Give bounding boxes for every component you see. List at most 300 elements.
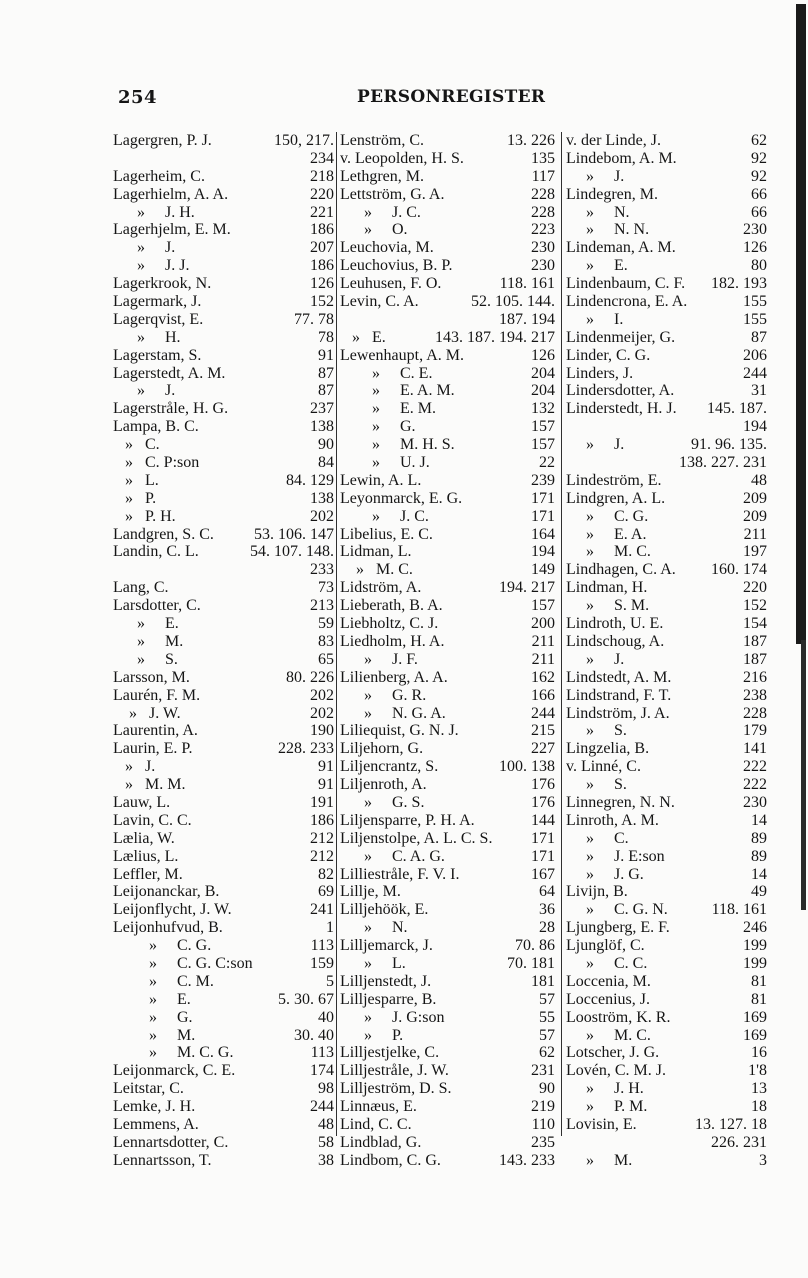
entry-pages: 126 — [743, 239, 767, 257]
index-entry — [113, 418, 334, 436]
entry-pages: 22 — [539, 454, 555, 472]
entry-pages: 91 — [318, 776, 334, 794]
index-entry — [113, 955, 334, 973]
entry-pages: 98 — [318, 1080, 334, 1098]
index-entry — [340, 722, 555, 740]
entry-name: » C. G. N. — [566, 901, 668, 919]
index-entry — [113, 221, 334, 239]
index-entry — [113, 526, 334, 544]
entry-pages: 135 — [531, 149, 555, 167]
entry-name: Lilljestjelke, C. — [340, 1044, 440, 1062]
entry-name: Lotscher, J. G. — [566, 1044, 660, 1062]
entry-pages: 143. 187. 194. 217 — [435, 328, 555, 346]
index-entry — [566, 168, 767, 186]
entry-name: » E. — [340, 328, 386, 346]
index-entry — [113, 579, 334, 597]
entry-name: » M. C. G. — [113, 1044, 234, 1062]
index-entry — [340, 526, 555, 544]
index-entry — [113, 1116, 334, 1134]
entry-name: Laurentin, A. — [113, 722, 198, 740]
index-entry — [340, 1152, 555, 1170]
index-entry — [566, 508, 767, 526]
index-entry — [566, 633, 767, 651]
entry-name: » E. A. M. — [340, 382, 455, 400]
entry-name: » I. — [566, 310, 624, 328]
index-entry — [566, 758, 767, 776]
entry-pages: 199 — [743, 954, 767, 972]
entry-name: » C. — [566, 829, 629, 847]
entry-pages: 186 — [310, 811, 334, 829]
index-entry — [113, 257, 334, 275]
entry-pages: 202 — [310, 686, 334, 704]
entry-pages: 48 — [318, 1115, 334, 1133]
index-entry — [340, 293, 555, 311]
entry-pages: 202 — [310, 507, 334, 525]
entry-name: » J. G. — [566, 865, 644, 883]
entry-name: Lilljeström, D. S. — [340, 1080, 452, 1098]
entry-pages: 31 — [751, 382, 767, 400]
entry-name: v. Leopolden, H. S. — [340, 149, 464, 167]
index-entry — [340, 579, 555, 597]
entry-pages: 90 — [539, 1080, 555, 1098]
entry-pages: 234 — [310, 149, 334, 167]
index-entry — [340, 561, 555, 579]
index-entry — [566, 436, 767, 454]
entry-pages: 166 — [531, 686, 555, 704]
entry-pages: 204 — [531, 382, 555, 400]
entry-name: Leffler, M. — [113, 865, 183, 883]
entry-name: Lidström, A. — [340, 579, 422, 597]
index-entry — [340, 150, 555, 168]
entry-pages: 222 — [743, 776, 767, 794]
index-entry — [113, 365, 334, 383]
entry-pages: 237 — [310, 400, 334, 418]
entry-name: Lilljestråle, J. W. — [340, 1062, 449, 1080]
index-entry — [113, 901, 334, 919]
entry-name: » S. — [566, 722, 627, 740]
index-entry — [566, 651, 767, 669]
index-entry — [566, 955, 767, 973]
entry-pages: 176 — [531, 776, 555, 794]
entry-name: » O. — [340, 221, 408, 239]
entry-pages: 118. 161 — [499, 275, 555, 293]
entry-name: Linnegren, N. N. — [566, 793, 675, 811]
index-entry — [566, 561, 767, 579]
index-entry — [566, 579, 767, 597]
entry-name: » M. C. — [566, 543, 651, 561]
entry-name: Lindstedt, A. M. — [566, 668, 672, 686]
entry-name: Liljencrantz, S. — [340, 758, 439, 776]
entry-name: » N. N. — [566, 221, 650, 239]
entry-pages: 84 — [318, 454, 334, 472]
index-entry — [340, 973, 555, 991]
entry-pages: 81 — [751, 990, 767, 1008]
entry-pages: 187 — [743, 650, 767, 668]
entry-name: Lindencrona, E. A. — [566, 293, 688, 311]
entry-pages: 194. 217 — [499, 579, 555, 597]
entry-name: » J. C. — [340, 203, 421, 221]
entry-name: Lilliestråle, F. V. I. — [340, 865, 460, 883]
index-entry-continuation — [340, 311, 555, 329]
entry-name: Lindeman, A. M. — [566, 239, 676, 257]
index-entry — [566, 705, 767, 723]
entry-name: » L. — [113, 471, 159, 489]
entry-name: » N. — [566, 203, 630, 221]
entry-name: Linnæus, E. — [340, 1098, 417, 1116]
index-entry — [566, 1062, 767, 1080]
index-entry — [566, 329, 767, 347]
page-header — [0, 87, 808, 113]
entry-pages: 82 — [318, 865, 334, 883]
entry-name: » C. P:son — [113, 454, 200, 472]
entry-name: Lilljenstedt, J. — [340, 972, 432, 990]
entry-name: » C. G. C:son — [113, 954, 253, 972]
entry-pages: 143. 233 — [499, 1151, 555, 1169]
index-entry — [340, 454, 555, 472]
entry-name: Landin, C. L. — [113, 543, 199, 561]
entry-pages: 230 — [531, 257, 555, 275]
entry-name: Lingzelia, B. — [566, 740, 650, 758]
index-entry — [340, 937, 555, 955]
entry-pages: 223 — [531, 221, 555, 239]
entry-pages: 228. 233 — [278, 740, 334, 758]
index-entry — [340, 400, 555, 418]
entry-name: Lemmens, A. — [113, 1115, 199, 1133]
entry-name: » N. G. A. — [340, 704, 446, 722]
index-entry — [113, 543, 334, 561]
column-divider — [336, 132, 337, 1136]
index-entry — [113, 615, 334, 633]
entry-pages: 186 — [310, 257, 334, 275]
entry-pages: 69 — [318, 883, 334, 901]
entry-name: » G. — [340, 418, 416, 436]
entry-name: Lindstrand, F. T. — [566, 686, 672, 704]
entry-name: Livijn, B. — [566, 883, 628, 901]
index-entry-continuation — [113, 561, 334, 579]
index-entry — [340, 955, 555, 973]
entry-pages: 169 — [743, 1008, 767, 1026]
index-entry — [566, 883, 767, 901]
entry-pages: 194 — [531, 543, 555, 561]
entry-name: Lindman, H. — [566, 579, 648, 597]
entry-name: » C. G. — [113, 937, 212, 955]
entry-name: » N. — [340, 919, 408, 937]
entry-pages: 155 — [743, 293, 767, 311]
entry-pages: 219 — [531, 1098, 555, 1116]
entry-name: Lindblad, G. — [340, 1133, 422, 1151]
entry-pages: 182. 193 — [711, 275, 767, 293]
index-entry — [340, 812, 555, 830]
entry-pages: 30. 40 — [294, 1026, 334, 1044]
entry-pages: 176 — [531, 793, 555, 811]
entry-name: » M. — [113, 632, 184, 650]
entry-name: » M. M. — [113, 776, 186, 794]
entry-name: » M. — [566, 1151, 633, 1169]
index-entry — [566, 866, 767, 884]
entry-name: Lilljehöök, E. — [340, 901, 429, 919]
index-entry — [340, 186, 555, 204]
index-entry — [113, 669, 334, 687]
index-entry — [340, 221, 555, 239]
entry-name: » J. C. — [340, 507, 429, 525]
page-number: 254 — [118, 87, 158, 108]
index-entry — [566, 1027, 767, 1045]
entry-pages: 215 — [531, 722, 555, 740]
entry-pages: 194 — [743, 418, 767, 436]
entry-pages: 239 — [531, 471, 555, 489]
index-entry — [340, 1116, 555, 1134]
entry-name: Leijonmarck, C. E. — [113, 1062, 236, 1080]
entry-name: » J. — [566, 167, 625, 185]
entry-pages: 154 — [743, 615, 767, 633]
entry-name: Lagerheim, C. — [113, 167, 205, 185]
index-entry — [113, 168, 334, 186]
entry-pages: 233 — [310, 561, 334, 579]
index-entry — [566, 365, 767, 383]
entry-pages: 52. 105. 144. — [471, 293, 555, 311]
entry-pages: 87 — [318, 382, 334, 400]
entry-pages: 54. 107. 148. — [250, 543, 334, 561]
entry-pages: 113 — [310, 937, 334, 955]
entry-pages: 28 — [539, 919, 555, 937]
index-entry — [566, 1044, 767, 1062]
entry-pages: 13. 226 — [507, 132, 555, 149]
entry-name: Leijonhufvud, B. — [113, 919, 223, 937]
index-entry — [340, 758, 555, 776]
entry-pages: 57 — [539, 990, 555, 1008]
index-entry — [113, 275, 334, 293]
entry-pages: 171 — [531, 507, 555, 525]
index-entry — [340, 508, 555, 526]
entry-pages: 1 — [326, 919, 334, 937]
entry-pages: 48 — [751, 471, 767, 489]
index-entry — [340, 1044, 555, 1062]
entry-name: Leyonmarck, E. G. — [340, 489, 463, 507]
entry-name: » E. — [113, 615, 179, 633]
entry-pages: 241 — [310, 901, 334, 919]
index-entry — [340, 239, 555, 257]
entry-name: Liliequist, G. N. J. — [340, 722, 459, 740]
entry-name: Lewin, A. L. — [340, 471, 422, 489]
entry-name: » P. H. — [113, 507, 176, 525]
entry-pages: 190 — [310, 722, 334, 740]
entry-name: » M. H. S. — [340, 436, 455, 454]
index-entry — [340, 490, 555, 508]
entry-pages: 113 — [310, 1044, 334, 1062]
index-entry — [113, 1080, 334, 1098]
entry-pages: 40 — [318, 1008, 334, 1026]
entry-pages: 138. 227. 231 — [679, 454, 767, 472]
index-entry-continuation — [113, 150, 334, 168]
entry-pages: 228 — [743, 704, 767, 722]
entry-name: Lennartsdotter, C. — [113, 1133, 229, 1151]
entry-name: » C. C. — [566, 954, 648, 972]
entry-pages: 231 — [531, 1062, 555, 1080]
index-entry-continuation — [566, 454, 767, 472]
index-entry — [566, 472, 767, 490]
entry-pages: 218 — [310, 167, 334, 185]
entry-pages: 179 — [743, 722, 767, 740]
index-entry — [566, 1080, 767, 1098]
entry-name: Lagermark, J. — [113, 293, 202, 311]
entry-name: Leijonflycht, J. W. — [113, 901, 232, 919]
entry-name: » E. — [113, 990, 191, 1008]
index-entry — [566, 687, 767, 705]
entry-name: Lindhagen, C. A. — [566, 561, 676, 579]
entry-pages: 65 — [318, 650, 334, 668]
entry-name: Levin, C. A. — [340, 293, 419, 311]
index-entry — [340, 866, 555, 884]
entry-pages: 58 — [318, 1133, 334, 1151]
index-entry — [113, 758, 334, 776]
entry-pages: 230 — [743, 793, 767, 811]
entry-pages: 244 — [531, 704, 555, 722]
index-entry — [113, 382, 334, 400]
entry-pages: 80. 226 — [286, 668, 334, 686]
entry-pages: 89 — [751, 829, 767, 847]
entry-pages: 92 — [751, 167, 767, 185]
index-entry — [566, 919, 767, 937]
entry-name: Larsson, M. — [113, 668, 190, 686]
entry-pages: 91 — [318, 758, 334, 776]
entry-name: Ljungberg, E. F. — [566, 919, 670, 937]
entry-name: » P. — [340, 1026, 404, 1044]
entry-name: Lethgren, M. — [340, 167, 424, 185]
entry-pages: 169 — [743, 1026, 767, 1044]
index-entry — [113, 687, 334, 705]
entry-name: Liljehorn, G. — [340, 740, 424, 758]
index-entry — [340, 919, 555, 937]
entry-pages: 70. 181 — [507, 954, 555, 972]
index-entry — [113, 812, 334, 830]
column-divider — [561, 132, 562, 1136]
entry-name: Leuchovius, B. P. — [340, 257, 453, 275]
entry-pages: 66 — [751, 185, 767, 203]
index-entry — [340, 436, 555, 454]
index-entry — [113, 293, 334, 311]
entry-name: » J. H. — [113, 203, 195, 221]
entry-pages: 204 — [531, 364, 555, 382]
entry-pages: 126 — [310, 275, 334, 293]
entry-name: » E. — [566, 257, 628, 275]
index-entry — [340, 740, 555, 758]
index-entry-continuation — [566, 1134, 767, 1152]
index-entry — [113, 186, 334, 204]
entry-pages: 5. 30. 67 — [278, 990, 334, 1008]
entry-pages: 62 — [539, 1044, 555, 1062]
index-entry — [566, 991, 767, 1009]
entry-name: Leuchovia, M. — [340, 239, 434, 257]
index-entry — [340, 168, 555, 186]
entry-name: » M. — [113, 1026, 196, 1044]
entry-name: Laurin, E. P. — [113, 740, 193, 758]
entry-name: Lindgren, A. L. — [566, 489, 666, 507]
entry-pages: 92 — [751, 149, 767, 167]
index-entry — [340, 705, 555, 723]
index-entry — [113, 1098, 334, 1116]
entry-name: Lindenbaum, C. F. — [566, 275, 686, 293]
entry-name: Libelius, E. C. — [340, 525, 433, 543]
entry-pages: 117 — [531, 167, 555, 185]
entry-name: Lemke, J. H. — [113, 1098, 196, 1116]
index-entry — [113, 1044, 334, 1062]
entry-pages: 207 — [310, 239, 334, 257]
index-entry — [566, 812, 767, 830]
entry-pages: 73 — [318, 579, 334, 597]
entry-name: Lindegren, M. — [566, 185, 658, 203]
entry-name: Lampa, B. C. — [113, 418, 199, 436]
index-entry — [340, 347, 555, 365]
entry-pages: 235 — [531, 1133, 555, 1151]
index-entry — [340, 1062, 555, 1080]
entry-pages: 110 — [531, 1115, 555, 1133]
entry-name: » G. — [113, 1008, 193, 1026]
entry-pages: 145. 187. — [707, 400, 767, 418]
index-entry — [566, 132, 767, 150]
entry-name: Lindbom, C. G. — [340, 1151, 441, 1169]
index-column-3 — [566, 132, 767, 1170]
entry-pages: 118. 161 — [711, 901, 767, 919]
entry-name: Lagerhjelm, E. M. — [113, 221, 231, 239]
entry-pages: 81 — [751, 972, 767, 990]
entry-pages: 14 — [751, 865, 767, 883]
index-entry — [340, 1080, 555, 1098]
index-entry — [566, 221, 767, 239]
index-entry — [566, 275, 767, 293]
entry-name: » E. M. — [340, 400, 436, 418]
entry-pages: 144 — [531, 811, 555, 829]
entry-pages: 230 — [531, 239, 555, 257]
index-entry — [566, 347, 767, 365]
index-entry — [113, 1027, 334, 1045]
entry-name: » M. C. — [566, 1026, 651, 1044]
entry-pages: 132 — [531, 400, 555, 418]
index-entry — [566, 794, 767, 812]
entry-name: » M. C. — [340, 561, 413, 579]
entry-name: » J. G:son — [340, 1008, 445, 1026]
index-entry — [113, 132, 334, 150]
entry-pages: 244 — [310, 1098, 334, 1116]
entry-name: » G. S. — [340, 793, 425, 811]
entry-pages: 157 — [531, 436, 555, 454]
index-entry — [340, 991, 555, 1009]
entry-name: » J. — [113, 382, 176, 400]
entry-pages: 228 — [531, 185, 555, 203]
entry-name: Lindenmeijer, G. — [566, 328, 676, 346]
index-entry — [340, 204, 555, 222]
index-entry — [566, 150, 767, 168]
entry-pages: 16 — [751, 1044, 767, 1062]
entry-pages: 138 — [310, 489, 334, 507]
index-entry — [340, 1134, 555, 1152]
index-entry — [113, 239, 334, 257]
index-entry — [113, 776, 334, 794]
entry-name: Lovén, C. M. J. — [566, 1062, 666, 1080]
entry-name: » J. E:son — [566, 847, 665, 865]
entry-name: Larsdotter, C. — [113, 597, 201, 615]
entry-pages: 174 — [310, 1062, 334, 1080]
index-entry — [113, 490, 334, 508]
entry-pages: 221 — [310, 203, 334, 221]
entry-pages: 36 — [539, 901, 555, 919]
entry-pages: 211 — [743, 525, 767, 543]
entry-name: Lagerhielm, A. A. — [113, 185, 229, 203]
entry-pages: 244 — [743, 364, 767, 382]
index-entry — [113, 1009, 334, 1027]
entry-pages: 152 — [310, 293, 334, 311]
index-entry — [113, 204, 334, 222]
index-entry — [340, 329, 555, 347]
